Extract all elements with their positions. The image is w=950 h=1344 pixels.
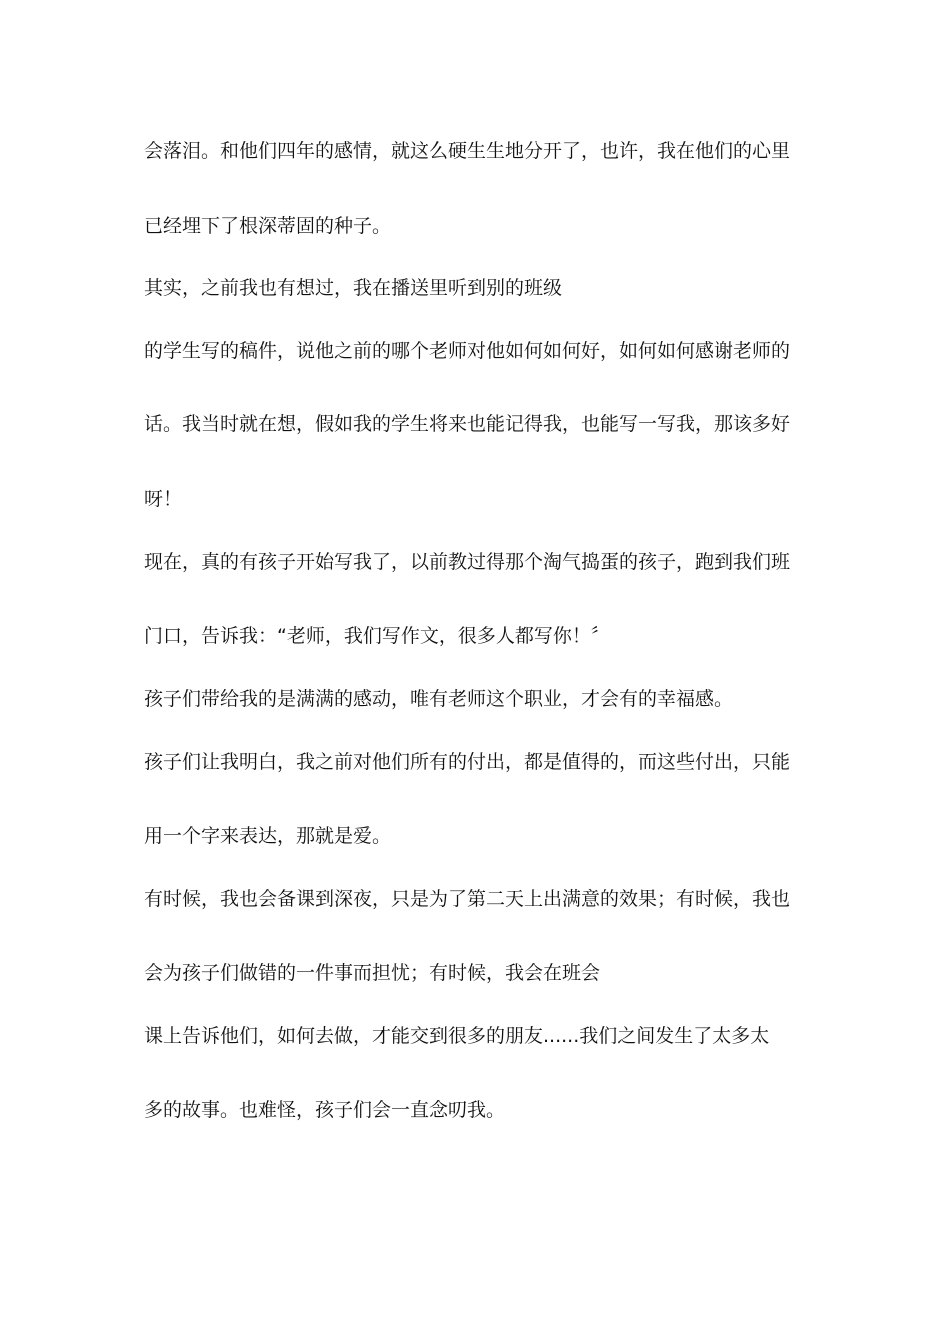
text-line: 已经埋下了根深蒂固的种子。	[144, 215, 392, 237]
text-line: 孩子们让我明白，我之前对他们所有的付出，都是值得的，而这些付出，只能	[144, 751, 791, 773]
text-line: 门口，告诉我：“老师，我们写作文，很多人都写你！〞	[144, 625, 610, 647]
text-line: 有时候，我也会备课到深夜，只是为了第二天上出满意的效果；有时候，我也	[144, 888, 791, 910]
text-line: 孩子们带给我的是满满的感动，唯有老师这个职业，才会有的幸福感。	[144, 688, 734, 710]
text-line: 多的故事。也难怪，孩子们会一直念叨我。	[144, 1099, 506, 1121]
text-line: 其实，之前我也有想过，我在播送里听到别的班级	[144, 277, 563, 299]
text-line: 呀！	[144, 488, 183, 510]
text-line: 会为孩子们做错的一件事而担忧；有时候，我会在班会	[144, 962, 601, 984]
text-line: 的学生写的稿件，说他之前的哪个老师对他如何如何好，如何如何感谢老师的	[144, 340, 791, 362]
text-line: 用一个字来表达，那就是爱。	[144, 825, 392, 847]
text-line: 会落泪。和他们四年的感情，就这么硬生生地分开了，也许，我在他们的心里	[144, 140, 791, 162]
text-line: 话。我当时就在想，假如我的学生将来也能记得我，也能写一写我，那该多好	[144, 413, 791, 435]
text-line: 现在，真的有孩子开始写我了，以前教过得那个淘气捣蛋的孩子，跑到我们班	[144, 551, 791, 573]
text-line: 课上告诉他们，如何去做，才能交到很多的朋友......我们之间发生了太多太	[144, 1025, 770, 1047]
